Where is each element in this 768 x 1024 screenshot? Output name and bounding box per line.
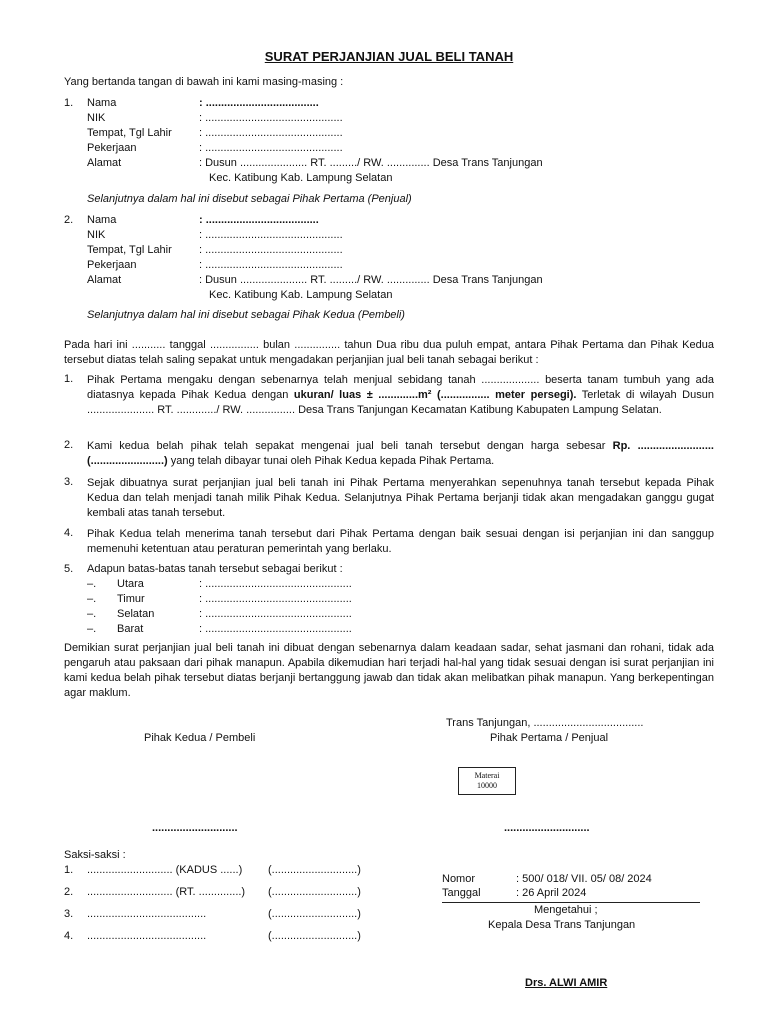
witness-number: 2.	[64, 886, 74, 898]
materai-label: Materai	[474, 771, 500, 780]
party-role-note: Selanjutnya dalam hal ini disebut sebagai Pihak Pertama (Penjual)	[87, 193, 412, 205]
witness-number: 4.	[64, 930, 74, 942]
divider-line	[442, 902, 700, 903]
field-value: : Dusun ...................... RT. ........./ RW. .............. Desa Trans Tanjungan	[199, 274, 543, 286]
clause-number: 3.	[64, 476, 74, 488]
field-value: : .............................................	[199, 127, 343, 139]
opening-paragraph: Pada hari ini ........... tanggal ................ bulan ............... tahun Dua ribu dua puluh empat, antara Pihak Pertama dan Pihak Kedua tersebut diatas telah saling sepakat untuk mengadakan perjanjian jual beli tanah sebagai berikut :	[64, 339, 714, 366]
kepala-desa-name: Drs. ALWI AMIR	[525, 977, 608, 989]
border-dash: –.	[87, 578, 97, 590]
field-label: NIK	[87, 229, 106, 241]
signature-line-pihak-pertama: ............................	[504, 822, 590, 834]
witnesses-title: Saksi-saksi :	[64, 849, 126, 861]
field-value: : .....................................	[199, 214, 319, 226]
place-date: Trans Tanjungan, ....................................	[446, 717, 644, 729]
materai-stamp-box	[458, 767, 516, 795]
signature-line-pihak-kedua: ............................	[152, 822, 238, 834]
field-value: : .............................................	[199, 229, 343, 241]
clause-number: 1.	[64, 373, 74, 385]
field-value: : .............................................	[199, 244, 343, 256]
border-value: : ................................................	[199, 593, 352, 605]
clause-text: Kami kedua belah pihak telah sepakat mengenai jual beli tanah tersebut dengan harga sebesar Rp. ......................... (........................) yang telah dibayar tunai oleh Pihak Kedua kepada Pihak Pertama.	[87, 440, 714, 467]
witness-signature: (............................)	[268, 908, 361, 920]
border-value: : ................................................	[199, 608, 352, 620]
border-dash: –.	[87, 608, 97, 620]
document-title: SURAT PERJANJIAN JUAL BELI TANAH	[264, 49, 514, 64]
field-label: Pekerjaan	[87, 142, 137, 154]
witness-name: .......................................	[87, 930, 207, 942]
clause-text: Pihak Pertama mengaku dengan sebenarnya telah menjual sebidang tanah ................... beserta tanam tumbuh yang ada diatasnya kepada Pihak Kedua dengan ukuran/ luas ± .............m² (................ meter persegi). Terletak di wilayah Dusun ...................... RT. ............./ RW. ................ Desa Trans Tanjungan Kecamatan Katibung Kabupaten Lampung Selatan.	[87, 374, 714, 416]
clause-text: Pihak Kedua telah menerima tanah tersebut dari Pihak Pertama dengan baik sesuai dengan isi perjanjian ini dan sanggup memenuhi ketentuan atau peraturan pemerintah yang berlaku.	[87, 528, 714, 555]
clause-number: 4.	[64, 527, 74, 539]
clause-number: 5.	[64, 563, 74, 575]
field-label: Alamat	[87, 157, 122, 169]
field-label: NIK	[87, 112, 106, 124]
mengetahui-label: Mengetahui ;	[534, 904, 598, 916]
pihak-pertama-label: Pihak Pertama / Penjual	[490, 732, 609, 744]
field-value: : .....................................	[199, 97, 319, 109]
field-label: Nama	[87, 97, 117, 109]
witness-number: 3.	[64, 908, 74, 920]
witness-signature: (............................)	[268, 930, 361, 942]
witness-signature: (............................)	[268, 886, 361, 898]
clause-text: Sejak dibuatnya surat perjanjian jual beli tanah ini Pihak Pertama menyerahkan sepenuhnya tanah tersebut kepada Pihak Kedua dan telah menjadi tanah milik Pihak Kedua. Selanjutnya Pihak Pertama berjanji tidak akan mengadakan ganggu gugat kembali atas tanah tersebut.	[87, 477, 714, 519]
witness-number: 1.	[64, 864, 74, 876]
border-label: Timur	[117, 593, 145, 605]
witness-name: ............................ (RT. ..............)	[87, 886, 246, 898]
border-value: : ................................................	[199, 578, 352, 590]
witness-name: ............................ (KADUS ......)	[87, 864, 243, 876]
field-value: Kec. Katibung Kab. Lampung Selatan	[209, 172, 393, 184]
field-label: Tempat, Tgl Lahir	[87, 127, 172, 139]
pihak-kedua-label: Pihak Kedua / Pembeli	[144, 732, 256, 744]
kepala-desa-title: Kepala Desa Trans Tanjungan	[488, 919, 636, 931]
field-label: Pekerjaan	[87, 259, 137, 271]
field-value: : .............................................	[199, 259, 343, 271]
party-number: 2.	[64, 214, 74, 226]
party-number: 1.	[64, 97, 74, 109]
border-value: : ................................................	[199, 623, 352, 635]
tanggal-value: : 26 April 2024	[516, 887, 587, 899]
clause-text: Adapun batas-batas tanah tersebut sebagai berikut :	[87, 563, 343, 575]
field-value: : .............................................	[199, 142, 343, 154]
field-label: Nama	[87, 214, 117, 226]
intro-text: Yang bertanda tangan di bawah ini kami masing-masing :	[64, 76, 344, 88]
field-label: Tempat, Tgl Lahir	[87, 244, 172, 256]
field-value: : Dusun ...................... RT. ........./ RW. .............. Desa Trans Tanjungan	[199, 157, 543, 169]
nomor-value: : 500/ 018/ VII. 05/ 08/ 2024	[516, 873, 652, 885]
clause-number: 2.	[64, 439, 74, 451]
tanggal-label: Tanggal	[442, 887, 481, 899]
field-value: : .............................................	[199, 112, 343, 124]
border-label: Selatan	[117, 608, 155, 620]
field-label: Alamat	[87, 274, 122, 286]
field-value: Kec. Katibung Kab. Lampung Selatan	[209, 289, 393, 301]
witness-signature: (............................)	[268, 864, 361, 876]
border-dash: –.	[87, 593, 97, 605]
closing-paragraph: Demikian surat perjanjian jual beli tanah ini dibuat dengan sebenarnya dalam keadaan sadar, sehat jasmani dan rohani, tidak ada pengaruh atau paksaan dari pihak manapun. Apabila dikemudian hari terjadi hal-hal yang tidak sesuai dengan isi surat perjanjian ini kami kedua belah pihak tersebut diatas berjanji bertanggung jawab dan tidak akan melibatkan pihak manapun. Yang berkepentingan agar maklum.	[64, 642, 714, 699]
witness-name: .......................................	[87, 908, 207, 920]
border-dash: –.	[87, 623, 97, 635]
materai-value: 10000	[477, 781, 497, 790]
border-label: Utara	[117, 578, 144, 590]
party-role-note: Selanjutnya dalam hal ini disebut sebagai Pihak Kedua (Pembeli)	[87, 309, 405, 321]
nomor-label: Nomor	[442, 873, 476, 885]
border-label: Barat	[117, 623, 144, 635]
